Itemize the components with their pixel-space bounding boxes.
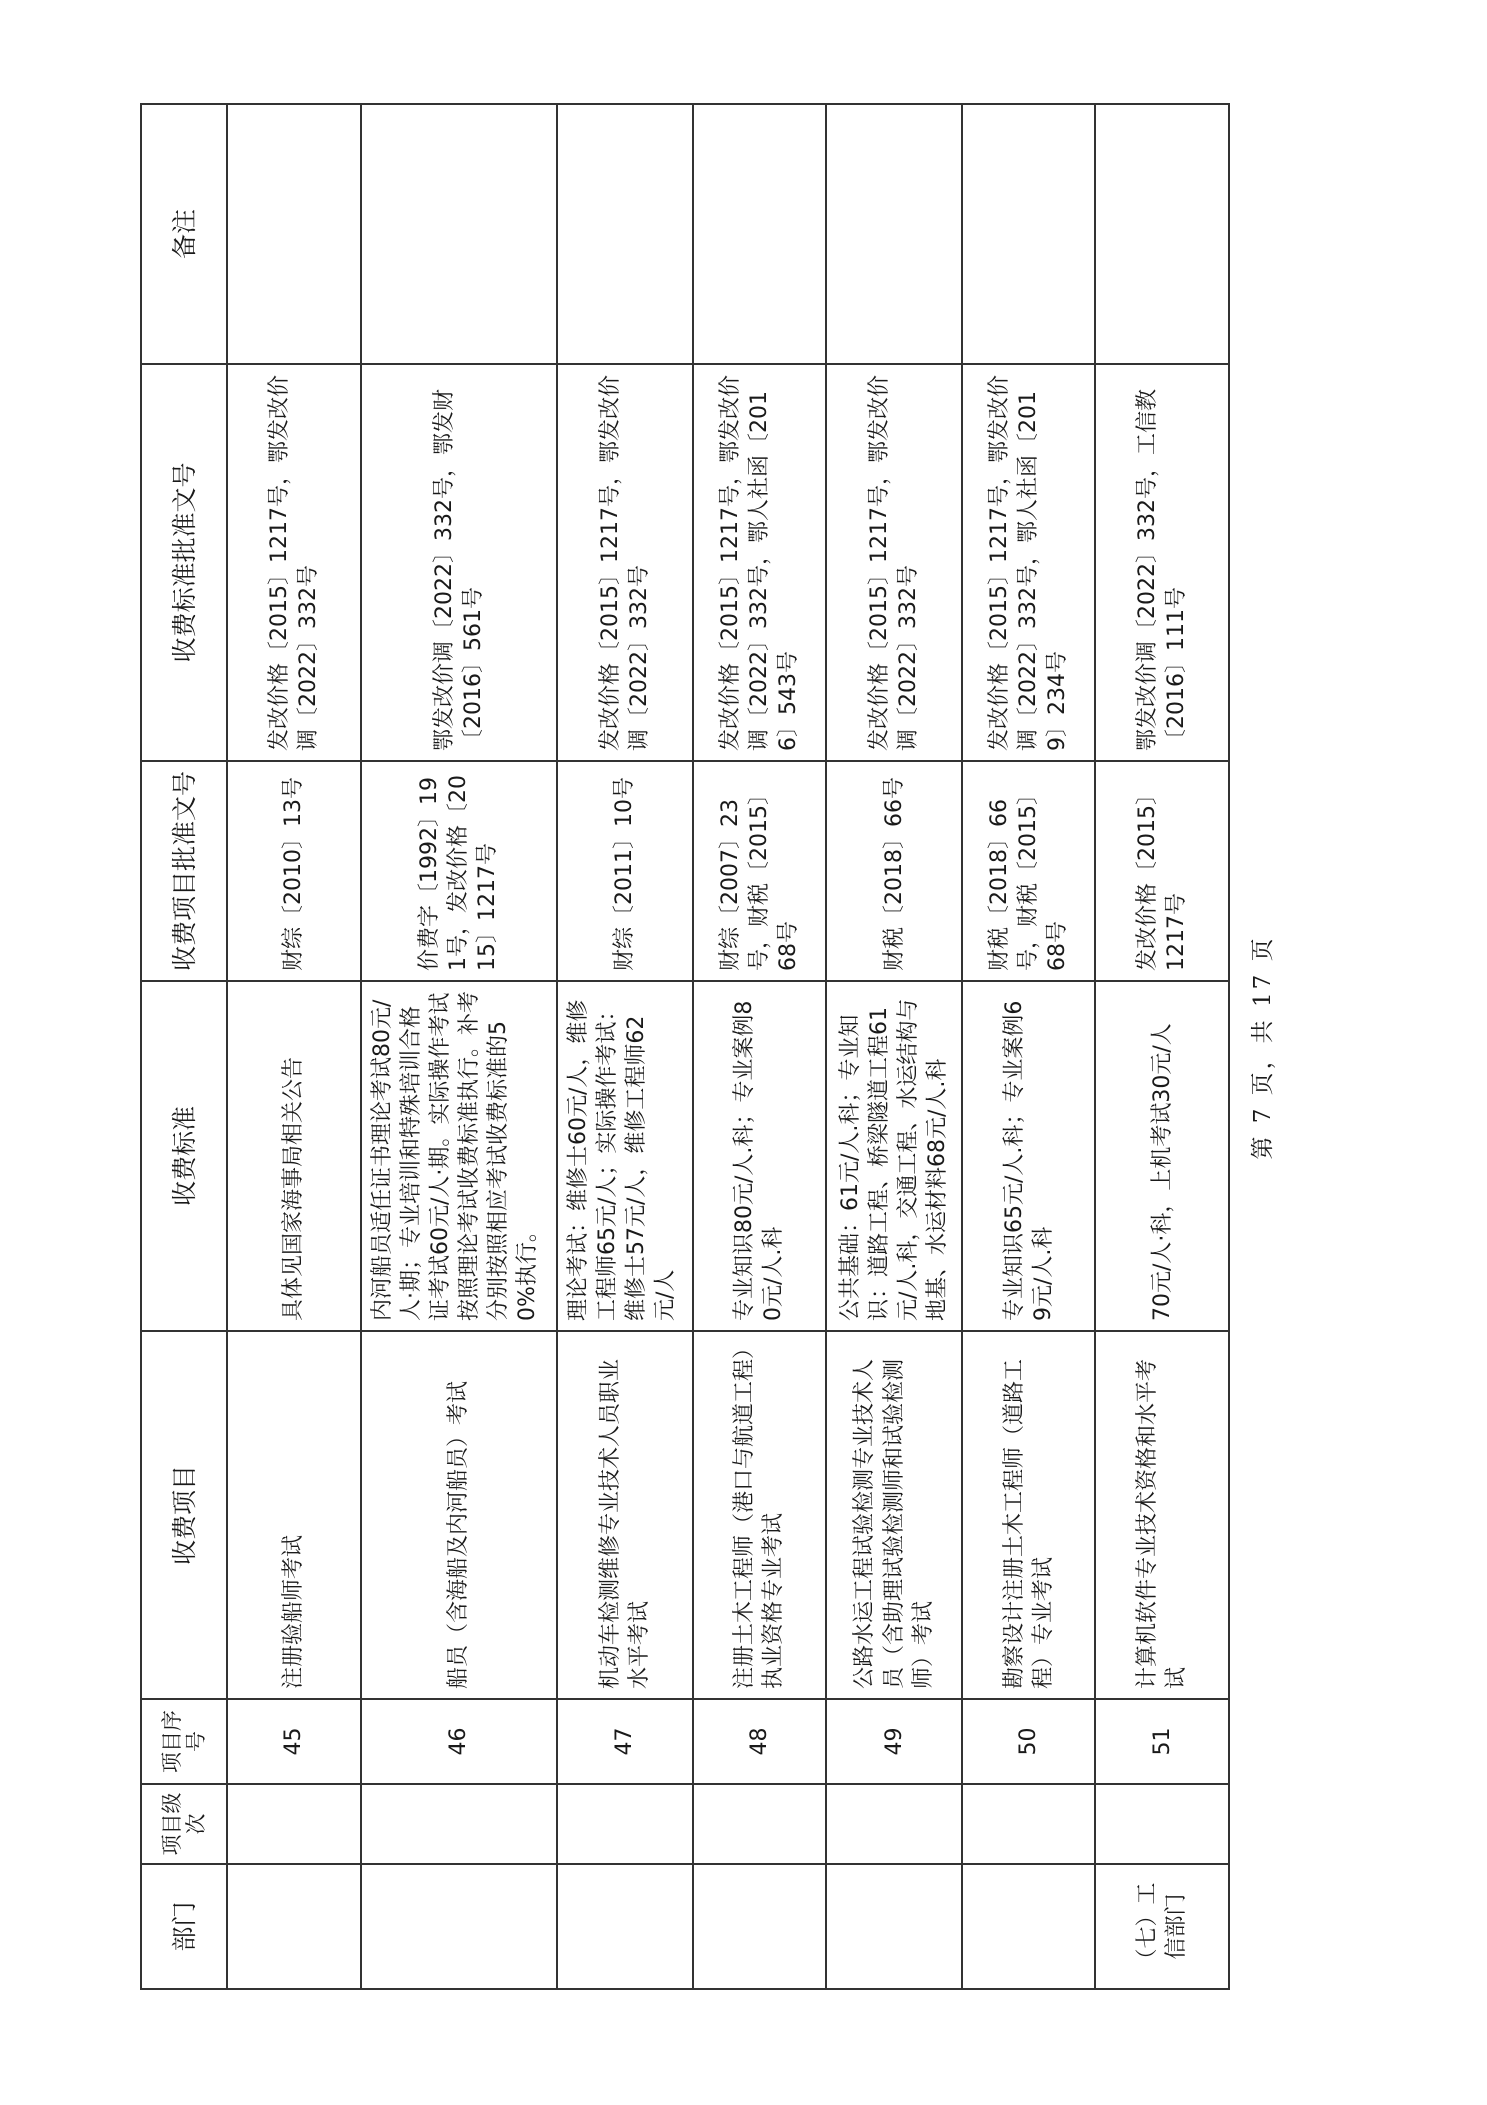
cell-standard: 专业知识80元/人.科；专业案例80元/人.科: [693, 981, 827, 1331]
cell-dept: （七）工信部门: [1095, 1864, 1229, 1989]
cell-standard: 公共基础：61元/人.科；专业知识：道路工程、桥梁隧道工程61元/人.科，交通工程、水运结构与地基、水运材料68元/人.科: [826, 981, 962, 1331]
fee-table: [140, 103, 1230, 1990]
cell-standard: 理论考试：维修士60元/人，维修工程师65元/人；实际操作考试：维修士57元/人，维修工程师62元/人: [557, 981, 693, 1331]
cell-item: 计算机软件专业技术资格和水平考试: [1095, 1331, 1229, 1699]
cell-remark: [227, 104, 361, 364]
cell-standard-approval: 发改价格〔2015〕1217号，鄂发改价调〔2022〕332号，鄂人社函〔2016〕543号: [693, 364, 827, 761]
table-row: [693, 104, 827, 1989]
cell-seq: 45: [227, 1699, 361, 1784]
cell-level: [1095, 1784, 1229, 1864]
cell-remark: [693, 104, 827, 364]
cell-standard: 内河船员适任证书理论考试80元/人·期；专业培训和特殊培训合格证考试60元/人·期。实际操作考试按照理论考试收费标准执行。补考分别按照相应考试收费标准的50%执行。: [361, 981, 557, 1331]
cell-standard: 具体见国家海事局相关公告: [227, 981, 361, 1331]
cell-dept: [557, 1864, 693, 1989]
cell-dept: [227, 1864, 361, 1989]
cell-remark: [1095, 104, 1229, 364]
cell-standard-approval: 发改价格〔2015〕1217号，鄂发改价调〔2022〕332号: [826, 364, 962, 761]
header-standard: 收费标准: [141, 981, 227, 1331]
cell-standard-approval: 发改价格〔2015〕1217号，鄂发改价调〔2022〕332号，鄂人社函〔2019〕234号: [962, 364, 1096, 761]
cell-remark: [826, 104, 962, 364]
header-level: 项目级次: [141, 1784, 227, 1864]
cell-standard-approval: 发改价格〔2015〕1217号，鄂发改价调〔2022〕332号: [557, 364, 693, 761]
cell-item-approval: 价费字〔1992〕191号，发改价格〔2015〕1217号: [361, 761, 557, 981]
cell-dept: [361, 1864, 557, 1989]
page-footer: 第 7 页，共 17 页: [1250, 935, 1276, 1160]
header-remark: 备注: [141, 104, 227, 364]
rotated-page: [140, 105, 1276, 1990]
cell-seq: 48: [693, 1699, 827, 1784]
cell-item: 注册验船师考试: [227, 1331, 361, 1699]
table-row: [1095, 104, 1229, 1989]
cell-standard-approval: 鄂发改价调〔2022〕332号，鄂发财〔2016〕561号: [361, 364, 557, 761]
cell-item-approval: 财综〔2007〕23号，财税〔2015〕68号: [693, 761, 827, 981]
cell-level: [962, 1784, 1096, 1864]
cell-remark: [361, 104, 557, 364]
table-row: [227, 104, 361, 1989]
cell-level: [693, 1784, 827, 1864]
header-dept: 部门: [141, 1864, 227, 1989]
header-item-approval: 收费项目批准文号: [141, 761, 227, 981]
cell-standard: 70元/人·科，上机考试30元/人: [1095, 981, 1229, 1331]
cell-item-approval: 财综〔2010〕13号: [227, 761, 361, 981]
cell-item-approval: 财综〔2011〕10号: [557, 761, 693, 981]
header-item: 收费项目: [141, 1331, 227, 1699]
table-row: [962, 104, 1096, 1989]
table-row: [826, 104, 962, 1989]
header-seq: 项目序号: [141, 1699, 227, 1784]
cell-remark: [962, 104, 1096, 364]
cell-standard-approval: 发改价格〔2015〕1217号，鄂发改价调〔2022〕332号: [227, 364, 361, 761]
cell-item-approval: 财税〔2018〕66号，财税〔2015〕68号: [962, 761, 1096, 981]
cell-item: 船员（含海船及内河船员）考试: [361, 1331, 557, 1699]
cell-level: [227, 1784, 361, 1864]
cell-seq: 49: [826, 1699, 962, 1784]
cell-item-approval: 发改价格〔2015〕1217号: [1095, 761, 1229, 981]
cell-standard-approval: 鄂发改价调〔2022〕332号，工信教〔2016〕111号: [1095, 364, 1229, 761]
cell-seq: 50: [962, 1699, 1096, 1784]
cell-item: 勘察设计注册土木工程师（道路工程）专业考试: [962, 1331, 1096, 1699]
cell-item: 机动车检测维修专业技术人员职业水平考试: [557, 1331, 693, 1699]
header-standard-approval: 收费标准批准文号: [141, 364, 227, 761]
cell-remark: [557, 104, 693, 364]
table-row: [557, 104, 693, 1989]
table-header-row: [141, 104, 227, 1989]
cell-item: 公路水运工程试验检测专业技术人员（含助理试验检测师和试验检测师）考试: [826, 1331, 962, 1699]
cell-dept: [962, 1864, 1096, 1989]
cell-standard: 专业知识65元/人.科；专业案例69元/人.科: [962, 981, 1096, 1331]
table-row: [361, 104, 557, 1989]
cell-level: [826, 1784, 962, 1864]
cell-item: 注册土木工程师（港口与航道工程）执业资格专业考试: [693, 1331, 827, 1699]
cell-seq: 47: [557, 1699, 693, 1784]
cell-seq: 51: [1095, 1699, 1229, 1784]
cell-seq: 46: [361, 1699, 557, 1784]
cell-level: [361, 1784, 557, 1864]
cell-dept: [826, 1864, 962, 1989]
cell-dept: [693, 1864, 827, 1989]
cell-item-approval: 财税〔2018〕66号: [826, 761, 962, 981]
cell-level: [557, 1784, 693, 1864]
